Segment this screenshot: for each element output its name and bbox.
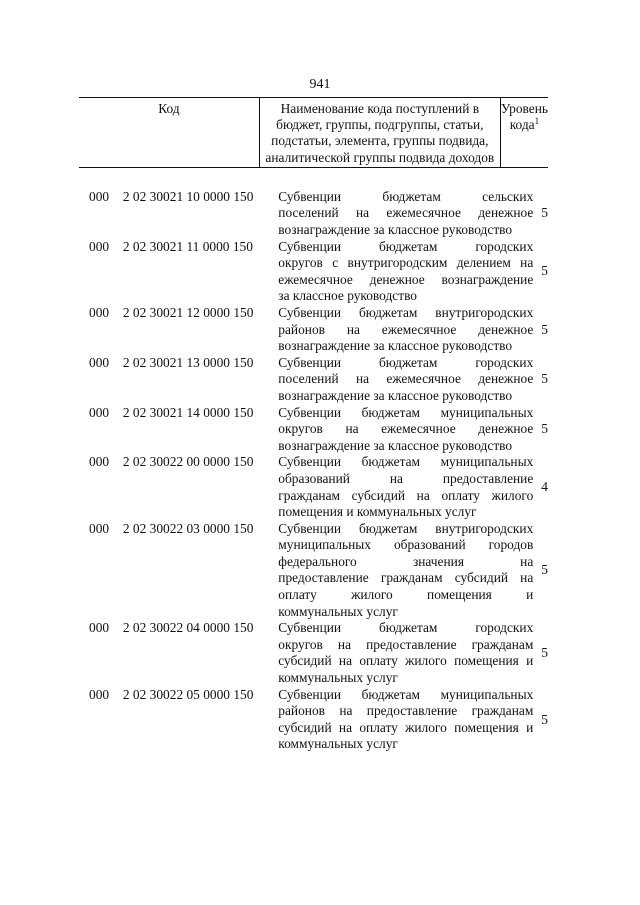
income-code: 2 02 30021 13 0000 150 <box>122 354 254 370</box>
income-name-line: Субвенции бюджетам муниципальных <box>278 404 534 420</box>
income-name-line: поселений на ежемесячное денежное <box>278 371 534 387</box>
table-row <box>79 620 548 686</box>
income-name <box>278 620 533 686</box>
income-name-line: за классное руководство <box>278 288 418 304</box>
income-name-line: Субвенции бюджетам муниципальных <box>278 686 534 702</box>
table-row <box>79 355 548 405</box>
income-code: 2 02 30022 03 0000 150 <box>122 520 254 536</box>
table-row <box>79 239 548 305</box>
income-name-line: помещения и коммунальных услуг <box>278 504 477 520</box>
income-name-line: округов на ежемесячное денежное <box>278 421 534 437</box>
income-name-line: Субвенции бюджетам сельских <box>278 188 534 204</box>
admin-code: 000 <box>89 454 110 470</box>
income-name <box>278 405 533 455</box>
income-code: 2 02 30021 10 0000 150 <box>122 188 254 204</box>
income-name-line: Субвенции бюджетам городских <box>278 238 534 254</box>
income-name-line: коммунальных услуг <box>278 670 398 686</box>
income-name <box>278 521 533 621</box>
table-body <box>79 168 548 753</box>
income-name-line: предоставление гражданам субсидий на <box>278 570 534 586</box>
income-name-line: вознаграждение за классное руководство <box>278 222 513 237</box>
income-codes-table <box>79 97 548 753</box>
income-name-line: федерального значения на <box>278 553 534 569</box>
code-level: 5 <box>541 205 548 221</box>
admin-code: 000 <box>89 188 110 204</box>
table-row <box>79 305 548 355</box>
income-name-line: округов на предоставление гражданам <box>278 636 534 652</box>
code-level: 5 <box>541 421 548 437</box>
income-name-line: муниципальных образований городов <box>278 537 534 553</box>
admin-code: 000 <box>89 404 110 420</box>
income-name <box>278 687 533 753</box>
admin-code: 000 <box>89 354 110 370</box>
page-number: 941 <box>309 77 331 92</box>
income-name <box>278 305 533 355</box>
income-name-line: коммунальных услуг <box>278 603 398 619</box>
code-level: 4 <box>541 479 548 495</box>
header-code: Код <box>158 101 180 116</box>
header-level-line: Уровень <box>500 101 548 116</box>
header-name-line: подстатьи, элемента, группы подвида, <box>271 133 489 149</box>
header-level <box>500 98 548 167</box>
header-name-line: Наименование кода поступлений в <box>280 101 480 116</box>
income-name-line: Субвенции бюджетам муниципальных <box>278 454 534 470</box>
income-name-line: вознаграждение за классное руководство <box>278 387 513 403</box>
code-level: 5 <box>541 645 548 661</box>
admin-code: 000 <box>89 686 110 702</box>
admin-code: 000 <box>89 304 110 320</box>
income-code: 2 02 30022 00 0000 150 <box>122 454 254 470</box>
header-level-line <box>501 117 548 133</box>
income-code: 2 02 30022 05 0000 150 <box>122 686 254 702</box>
income-code: 2 02 30021 14 0000 150 <box>122 404 254 420</box>
income-code: 2 02 30022 04 0000 150 <box>122 620 254 636</box>
admin-code: 000 <box>89 520 110 536</box>
table-row <box>79 521 548 621</box>
income-name-line: округов с внутригородским делением на <box>278 255 534 271</box>
header-name-line: бюджет, группы, подгруппы, статьи, <box>276 117 484 133</box>
income-name-line: ежемесячное денежное вознаграждение <box>278 271 534 287</box>
income-name-line: субсидий на оплату жилого помещения и <box>278 653 534 669</box>
table-header <box>79 97 548 168</box>
header-name-line: аналитической группы подвида доходов <box>265 149 495 165</box>
income-name-line: Субвенции бюджетам городских <box>278 620 534 636</box>
table-row <box>79 454 548 520</box>
header-name <box>259 98 500 167</box>
income-name-line: вознаграждение за классное руководство <box>278 338 513 354</box>
income-name <box>278 189 533 239</box>
income-name <box>278 239 533 305</box>
income-name-line: поселений на ежемесячное денежное <box>278 205 534 221</box>
income-name-line: коммунальных услуг <box>278 736 398 752</box>
income-code: 2 02 30021 12 0000 150 <box>122 304 254 320</box>
income-code: 2 02 30021 11 0000 150 <box>122 238 253 254</box>
admin-code: 000 <box>89 620 110 636</box>
footnote-marker: 1 <box>534 116 540 127</box>
code-level: 5 <box>541 371 548 387</box>
income-name <box>278 355 533 405</box>
income-name-line: образований на предоставление <box>278 470 534 486</box>
income-name-line: районов на ежемесячное денежное <box>278 321 534 337</box>
income-name-line: Субвенции бюджетам внутригородских <box>278 304 534 320</box>
income-name-line: вознаграждение за классное руководство <box>278 437 513 453</box>
code-level: 5 <box>541 321 548 337</box>
table-row <box>79 189 548 239</box>
income-name-line: районов на предоставление гражданам <box>278 703 534 719</box>
income-name <box>278 454 533 520</box>
income-name-line: оплату жилого помещения и <box>278 587 534 603</box>
table-row <box>79 405 548 455</box>
income-name-line: Субвенции бюджетам внутригородских <box>278 520 534 536</box>
code-level: 5 <box>541 562 548 578</box>
table-row <box>79 687 548 753</box>
admin-code: 000 <box>89 238 110 254</box>
code-level: 5 <box>541 263 548 279</box>
income-name-line: Субвенции бюджетам городских <box>278 354 534 370</box>
income-name-line: субсидий на оплату жилого помещения и <box>278 719 534 735</box>
code-level: 5 <box>541 711 548 727</box>
income-name-line: гражданам субсидий на оплату жилого <box>278 487 534 503</box>
header-level-word: кода <box>509 117 535 133</box>
